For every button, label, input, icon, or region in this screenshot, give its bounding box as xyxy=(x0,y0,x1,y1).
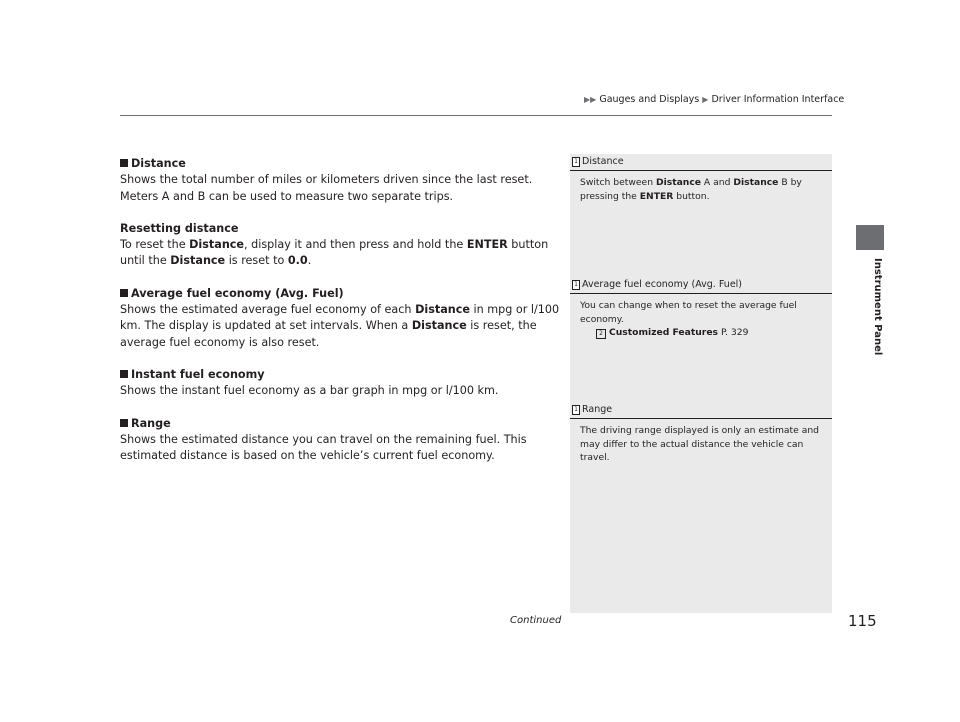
note-distance-title: Distance xyxy=(582,156,624,167)
note-distance xyxy=(570,156,832,203)
square-bullet-icon xyxy=(120,370,128,378)
distance-text: Shows the total number of miles or kilometers driven since the last reset. Meters A and B can be used to measure two separate trips. xyxy=(120,173,533,203)
page-number: 115 xyxy=(848,612,877,630)
customized-features-link[interactable]: 2 Customized Features P. 329 xyxy=(580,326,822,340)
chapter-tab xyxy=(856,225,884,250)
breadcrumb xyxy=(584,94,844,105)
square-bullet-icon xyxy=(120,159,128,167)
breadcrumb-arrow-icon: ▶▶ xyxy=(584,95,597,104)
note-marker-icon: 1 xyxy=(572,157,580,167)
breadcrumb-subsection[interactable]: Driver Information Interface xyxy=(711,94,845,105)
breadcrumb-separator-icon: ▶ xyxy=(702,95,709,104)
note-range-text: The driving range displayed is only an estimate and may differ to the actual distance the vehicle can travel. xyxy=(580,425,820,463)
resetting-text: To reset the Distance, display it and then press and hold the ENTER button until the Distance is reset to 0.0. xyxy=(120,238,549,268)
chapter-title: Instrument Panel xyxy=(872,258,883,356)
header-divider xyxy=(120,115,832,116)
note-avg-fuel xyxy=(570,279,832,340)
breadcrumb-section[interactable]: Gauges and Displays xyxy=(599,94,700,105)
note-marker-icon: 1 xyxy=(572,405,580,415)
note-avg-fuel-text: You can change when to reset the average fuel economy. 2 Customized Features P. 329 xyxy=(570,294,832,340)
range-text: Shows the estimated distance you can travel on the remaining fuel. This estimated distance is based on the vehicle’s current fuel economy. xyxy=(120,432,527,463)
avg-fuel-text: Shows the estimated average fuel economy of each Distance in mpg or l/100 km. The display is updated at set intervals. When a Distance is reset, the average fuel economy is also reset. xyxy=(120,303,560,349)
note-range-title: Range xyxy=(582,404,613,415)
note-marker-icon: 1 xyxy=(572,280,580,290)
instant-fuel-text: Shows the instant fuel economy as a bar graph in mpg or l/100 km. xyxy=(120,384,499,398)
distance-heading: Distance xyxy=(120,156,565,172)
range-heading: Range xyxy=(120,416,565,432)
resetting-heading: Resetting distance xyxy=(120,221,239,235)
instant-fuel-heading: Instant fuel economy xyxy=(120,367,565,383)
note-avg-fuel-title: Average fuel economy (Avg. Fuel) xyxy=(582,279,743,290)
square-bullet-icon xyxy=(120,419,128,427)
avg-fuel-heading: Average fuel economy (Avg. Fuel) xyxy=(120,286,565,302)
main-content xyxy=(120,156,565,464)
reference-arrow-icon: 2 xyxy=(596,329,606,339)
notes-sidebar xyxy=(570,154,832,613)
square-bullet-icon xyxy=(120,289,128,297)
note-range xyxy=(570,404,832,465)
note-distance-text: Switch between Distance A and Distance B by pressing the ENTER button. xyxy=(580,177,802,202)
continued-label: Continued xyxy=(510,615,562,626)
